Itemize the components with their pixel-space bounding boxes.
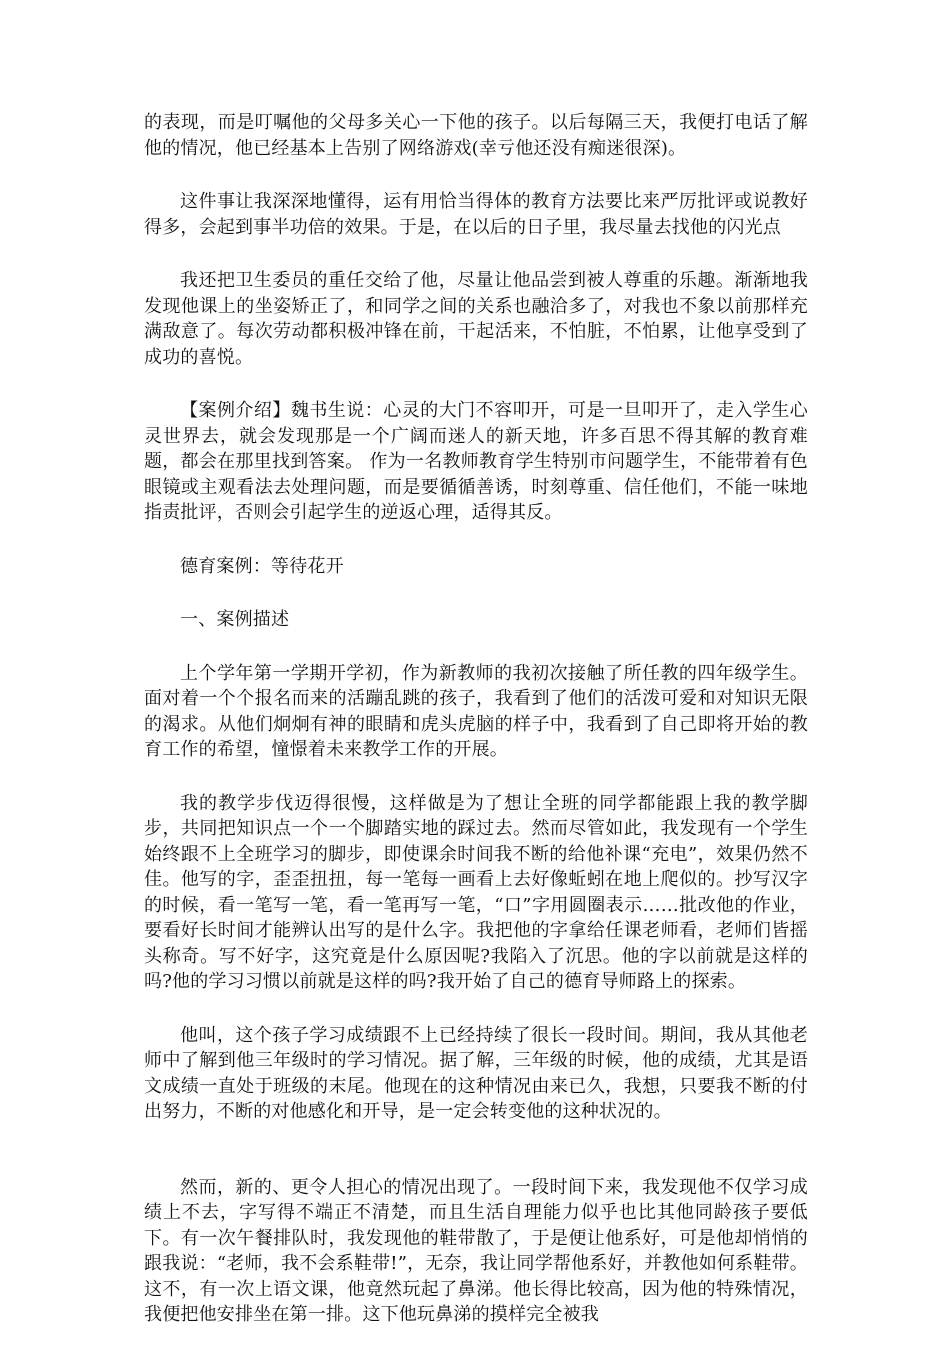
paragraph-2: 这件事让我深深地懂得，运有用恰当得体的教育方法要比来严厉批评或说教好得多，会起到事半功倍的效果。于是，在以后的日子里，我尽量去找他的闪光点 bbox=[144, 191, 808, 238]
paragraph-7: 上个学年第一学期开学初，作为新教师的我初次接触了所任教的四年级学生。面对着一个个报名而来的活蹦乱跳的孩子，我看到了他们的活泼可爱和对知识无限的渴求。从他们炯炯有神的眼睛和虎头虎脑的样子中，我看到了自己即将开始的教育工作的希望，憧憬着未来教学工作的开展。 bbox=[144, 662, 808, 760]
paragraph-9: 他叫，这个孩子学习成绩跟不上已经持续了很长一段时间。期间，我从其他老师中了解到他三年级时的学习情况。据了解，三年级的时候，他的成绩，尤其是语文成绩一直处于班级的末尾。他现在的这种情况由来已久，我想，只要我不断的付出努力，不断的对他感化和开导，是一定会转变他的这种状况的。 bbox=[144, 1024, 808, 1122]
section-heading-case-description: 一、案例描述 bbox=[180, 609, 290, 630]
document-page bbox=[144, 110, 808, 1356]
paragraph-10: 然而，新的、更令人担心的情况出现了。一段时间下来，我发现他不仅学习成绩上不去，字写得不端正不清楚，而且生活自理能力似乎也比其他同龄孩子要低下。有一次午餐排队时，我发现他的鞋带散了，于是便让他系好，可是他却悄悄的跟我说：“老师，我不会系鞋带!”，无奈，我让同学帮他系好，并教他如何系鞋带。这不，有一次上语文课，他竟然玩起了鼻涕。他长得比较高，因为他的特殊情况，我便把他安排坐在第一排。这下他玩鼻涕的摸样完全被我 bbox=[144, 1176, 808, 1325]
paragraph-8: 我的教学步伐迈得很慢，这样做是为了想让全班的同学都能跟上我的教学脚步，共同把知识点一个一个脚踏实地的踩过去。然而尽管如此，我发现有一个学生始终跟不上全班学习的脚步，即使课余时间我不断的给他补课“充电”，效果仍然不佳。他写的字，歪歪扭扭，每一笔每一画看上去好像蚯蚓在地上爬似的。抄写汉字的时候，看一笔写一笔，看一笔再写一笔，“口”字用圆圈表示……批改他的作业，要看好长时间才能辨认出写的是什么字。我把他的字拿给任课老师看，老师们皆摇头称奇。写不好字，这究竟是什么原因呢?我陷入了沉思。他的字以前就是这样的吗?他的学习习惯以前就是这样的吗?我开始了自己的德育导师路上的探索。 bbox=[144, 792, 808, 992]
section-title: 德育案例：等待花开 bbox=[180, 555, 344, 577]
paragraph-case-intro: 【案例介绍】魏书生说：心灵的大门不容叩开，可是一旦叩开了，走入学生心灵世界去，就会发现那是一个广阔而迷人的新天地，许多百思不得其解的教育难题，都会在那里找到答案。 作为一名教师教育学生特别市问题学生，不能带着有色眼镜或主观看法去处理问题，而是要循循善诱，时刻尊重、信任他们，不能一味地指责批评，否则会引起学生的逆返心理，适得其反。 bbox=[144, 400, 808, 523]
paragraph-1: 的表现，而是叮嘱他的父母多关心一下他的孩子。以后每隔三天，我便打电话了解他的情况，他已经基本上告别了网络游戏(幸亏他还没有痴迷很深)。 bbox=[144, 112, 808, 159]
paragraph-3: 我还把卫生委员的重任交给了他，尽量让他品尝到被人尊重的乐趣。渐渐地我发现他课上的坐姿矫正了，和同学之间的关系也融洽多了，对我也不象以前那样充满敌意了。每次劳动都积极冲锋在前，干起活来，不怕脏，不怕累，让他享受到了成功的喜悦。 bbox=[144, 270, 808, 368]
